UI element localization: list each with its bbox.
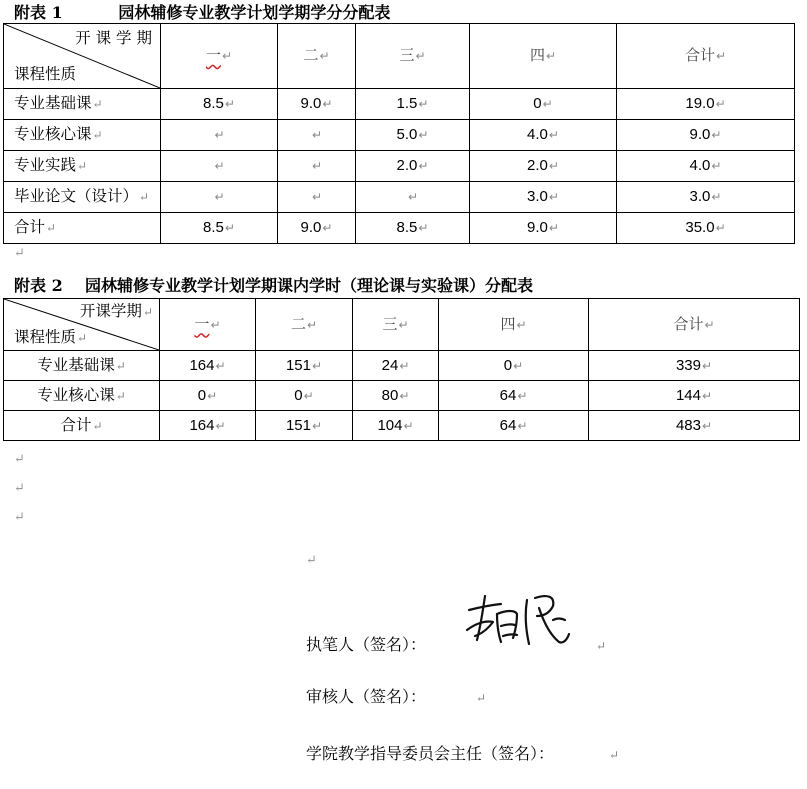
table-row	[4, 411, 800, 441]
table-cell: 9.0↵	[278, 89, 356, 120]
table1-title: 附表 1 园林辅修专业教学计划学期学分分配表	[14, 3, 391, 22]
table2-header-course-label: 课程性质↵	[14, 328, 88, 346]
table2-diagonal-header-cell	[4, 299, 160, 351]
table-row	[4, 351, 800, 381]
table-cell: 151↵	[256, 351, 353, 381]
table1-col-header: 三↵	[356, 24, 470, 89]
table1-col-header: 合计↵	[617, 24, 795, 89]
table-cell: 8.5↵	[161, 213, 278, 244]
table-row	[4, 381, 800, 411]
table-cell: 5.0↵	[356, 120, 470, 151]
table-cell: 3.0↵	[470, 182, 617, 213]
table-cell: ↵	[278, 151, 356, 182]
table2-col-header: 四↵	[439, 299, 589, 351]
row-label: 专业核心课↵	[4, 381, 160, 411]
table-cell: 1.5↵	[356, 89, 470, 120]
table-cell: ↵	[161, 182, 278, 213]
table-cell: 8.5↵	[161, 89, 278, 120]
table-cell: ↵	[161, 120, 278, 151]
table1-diagonal-header-cell	[4, 24, 161, 89]
table-cell: ↵	[278, 120, 356, 151]
table-cell: 0↵	[470, 89, 617, 120]
credit-allocation-table	[3, 23, 795, 244]
table-cell: 64↵	[439, 381, 589, 411]
table2-title: 附表 2 园林辅修专业教学计划学期课内学时（理论课与实验课）分配表	[14, 276, 533, 295]
writer-signature-label: 执笔人（签名）：	[306, 635, 427, 654]
table-cell: 164↵	[160, 351, 256, 381]
row-label: 合计↵	[4, 411, 160, 441]
table-cell: 2.0↵	[470, 151, 617, 182]
table-cell: 8.5↵	[356, 213, 470, 244]
table-cell: 0↵	[256, 381, 353, 411]
table1-col-header: 一↵	[161, 24, 278, 89]
reviewer-signature-line: 审核人（签名）： ↵	[306, 687, 487, 706]
table-cell: 24↵	[353, 351, 439, 381]
table-cell: 9.0↵	[470, 213, 617, 244]
row-label: 专业基础课↵	[4, 351, 160, 381]
table-cell: 80↵	[353, 381, 439, 411]
table-cell: 19.0↵	[617, 89, 795, 120]
table-cell: 144↵	[589, 381, 800, 411]
table-cell: 2.0↵	[356, 151, 470, 182]
row-label: 专业基础课↵	[4, 89, 161, 120]
table-row	[4, 120, 795, 151]
table2-col-header: 一↵	[160, 299, 256, 351]
paragraph-mark: ↵	[14, 510, 25, 525]
table-cell: 35.0↵	[617, 213, 795, 244]
table-row	[4, 182, 795, 213]
table-row	[4, 151, 795, 182]
table-cell: ↵	[278, 182, 356, 213]
table-cell: 9.0↵	[617, 120, 795, 151]
table-row	[4, 213, 795, 244]
table-cell: ↵	[356, 182, 470, 213]
paragraph-mark: ↵	[14, 481, 25, 496]
table1-col-header: 四↵	[470, 24, 617, 89]
table-cell: 4.0↵	[617, 151, 795, 182]
table2-col-header: 合计↵	[589, 299, 800, 351]
director-signature-label: 学院教学指导委员会主任（签名）：	[306, 744, 555, 763]
table-cell: 104↵	[353, 411, 439, 441]
table1-header-row	[4, 24, 795, 89]
table-cell: 483↵	[589, 411, 800, 441]
table-cell: 0↵	[439, 351, 589, 381]
table-cell: 4.0↵	[470, 120, 617, 151]
class-hours-table	[3, 298, 800, 441]
reviewer-signature-label: 审核人（签名）：	[306, 687, 427, 706]
table1-header-term-label: 开 课 学 期	[75, 29, 152, 47]
table-cell: 164↵	[160, 411, 256, 441]
paragraph-mark: ↵	[306, 553, 317, 568]
paragraph-mark: ↵	[14, 246, 25, 261]
table-cell: 64↵	[439, 411, 589, 441]
table2-col-header: 二↵	[256, 299, 353, 351]
table2-header-term-label: 开课学期↵	[79, 302, 153, 320]
table2-col-header: 三↵	[353, 299, 439, 351]
row-label: 合计↵	[4, 213, 161, 244]
table2-header-row	[4, 299, 800, 351]
writer-signature-line: 执笔人（签名）： ↵	[306, 635, 607, 654]
table-cell: 339↵	[589, 351, 800, 381]
table1-col-header: 二↵	[278, 24, 356, 89]
table-cell: 9.0↵	[278, 213, 356, 244]
table1-header-course-label: 课程性质	[14, 65, 77, 83]
paragraph-mark: ↵	[14, 452, 25, 467]
row-label: 毕业论文（设计）↵	[4, 182, 161, 213]
table-cell: ↵	[161, 151, 278, 182]
table-cell: 151↵	[256, 411, 353, 441]
table-cell: 3.0↵	[617, 182, 795, 213]
row-label: 专业实践↵	[4, 151, 161, 182]
table-cell: 0↵	[160, 381, 256, 411]
table-row	[4, 89, 795, 120]
director-signature-line: 学院教学指导委员会主任（签名）： ↵	[306, 744, 620, 763]
row-label: 专业核心课↵	[4, 120, 161, 151]
